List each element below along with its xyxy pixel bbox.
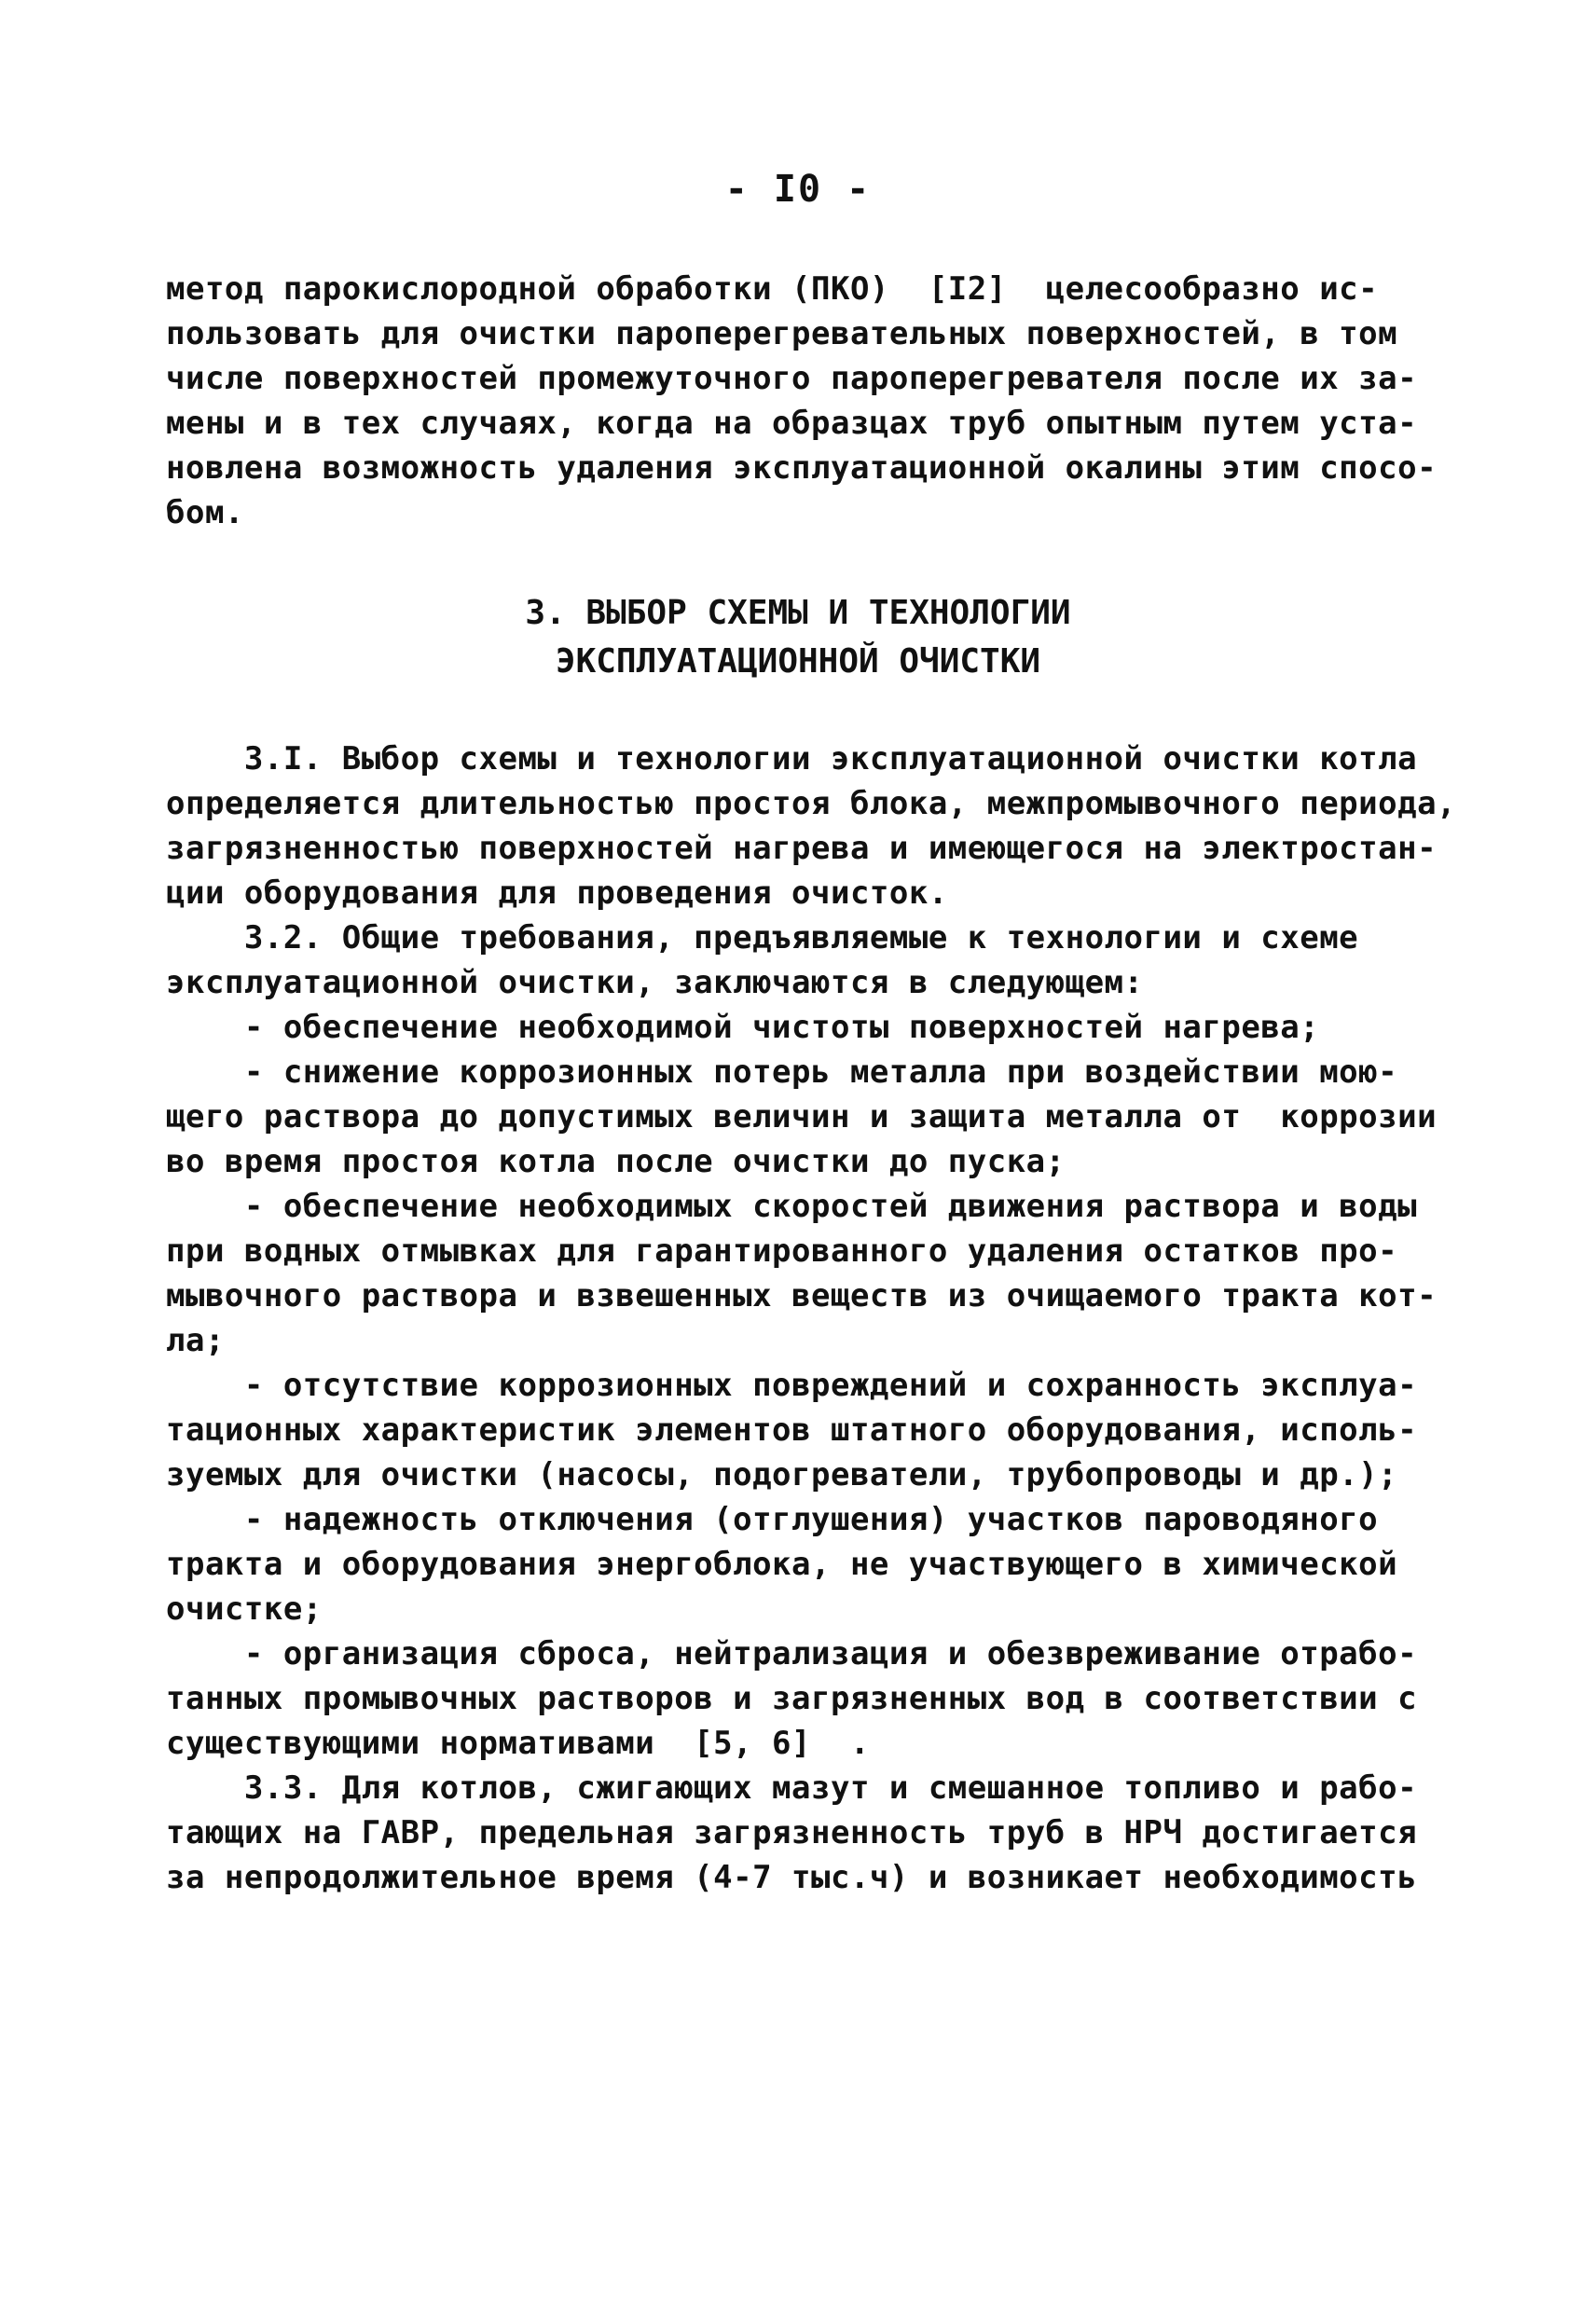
body-line: 3.2. Общие требования, предъявляемые к технологии и схеме xyxy=(166,919,1359,956)
body-line: тационных характеристик элементов штатного оборудования, исполь- xyxy=(166,1411,1418,1449)
section-heading-line-2: ЭКСПЛУАТАЦИОННОЙ ОЧИСТКИ xyxy=(555,642,1041,681)
body-line: при водных отмывках для гарантированного удаления остатков про- xyxy=(166,1232,1398,1270)
body-line: загрязненностью поверхностей нагрева и имеющегося на электростан- xyxy=(166,830,1438,867)
body-line: ла; xyxy=(166,1322,225,1359)
body-line: танных промывочных растворов и загрязненных вод в соответствии с xyxy=(166,1680,1418,1717)
body-line: определяется длительностью простоя блока, межпромывочного периода, xyxy=(166,785,1457,822)
body-line: - отсутствие коррозионных повреждений и сохранность эксплуа- xyxy=(166,1367,1418,1404)
intro-line: пользовать для очистки пароперегревательных поверхностей, в том xyxy=(166,315,1398,352)
body-line: - обеспечение необходимой чистоты поверхностей нагрева; xyxy=(166,1009,1320,1046)
section-heading-line-1: 3. ВЫБОР СХЕМЫ И ТЕХНОЛОГИИ xyxy=(525,594,1071,632)
body-line: - надежность отключения (отглушения) участков пароводяного xyxy=(166,1501,1379,1538)
body-line: зуемых для очистки (насосы, подогреватели, трубопроводы и др.); xyxy=(166,1456,1398,1493)
body-line: - обеспечение необходимых скоростей движения раствора и воды xyxy=(166,1188,1418,1225)
body-line: за непродолжительное время (4-7 тыс.ч) и возникает необходимость xyxy=(166,1859,1418,1896)
page-number: - I0 - xyxy=(724,168,872,211)
intro-line: мены и в тех случаях, когда на образцах труб опытным путем уста- xyxy=(166,405,1418,442)
body-line: - снижение коррозионных потерь металла при воздействии мою- xyxy=(166,1053,1398,1091)
body-line: щего раствора до допустимых величин и защита металла от коррозии xyxy=(166,1098,1438,1135)
body-line: тающих на ГАВР, предельная загрязненность труб в НРЧ достигается xyxy=(166,1814,1418,1851)
body-line: 3.3. Для котлов, сжигающих мазут и смешанное топливо и рабо- xyxy=(166,1769,1418,1807)
intro-line: числе поверхностей промежуточного пароперегревателя после их за- xyxy=(166,360,1418,397)
body-line: ции оборудования для проведения очисток. xyxy=(166,874,948,912)
body-line: тракта и оборудования энергоблока, не участвующего в химической xyxy=(166,1546,1398,1583)
body-line: существующими нормативами [5, 6] . xyxy=(166,1725,870,1762)
body-line: очистке; xyxy=(166,1590,323,1628)
body-line: во время простоя котла после очистки до пуска; xyxy=(166,1143,1066,1180)
intro-line: бом. xyxy=(166,494,244,531)
body-line: - организация сброса, нейтрализация и обезвреживание отрабо- xyxy=(166,1635,1418,1672)
intro-line: метод парокислородной обработки (ПКО) [I2] целесообразно ис- xyxy=(166,270,1379,308)
body-line: мывочного раствора и взвешенных веществ из очищаемого тракта кот- xyxy=(166,1277,1438,1314)
intro-line: новлена возможность удаления эксплуатационной окалины этим спосо- xyxy=(166,449,1438,487)
body-line: эксплуатационной очистки, заключаются в следующем: xyxy=(166,964,1144,1001)
body-line: 3.I. Выбор схемы и технологии эксплуатационной очистки котла xyxy=(166,740,1418,778)
